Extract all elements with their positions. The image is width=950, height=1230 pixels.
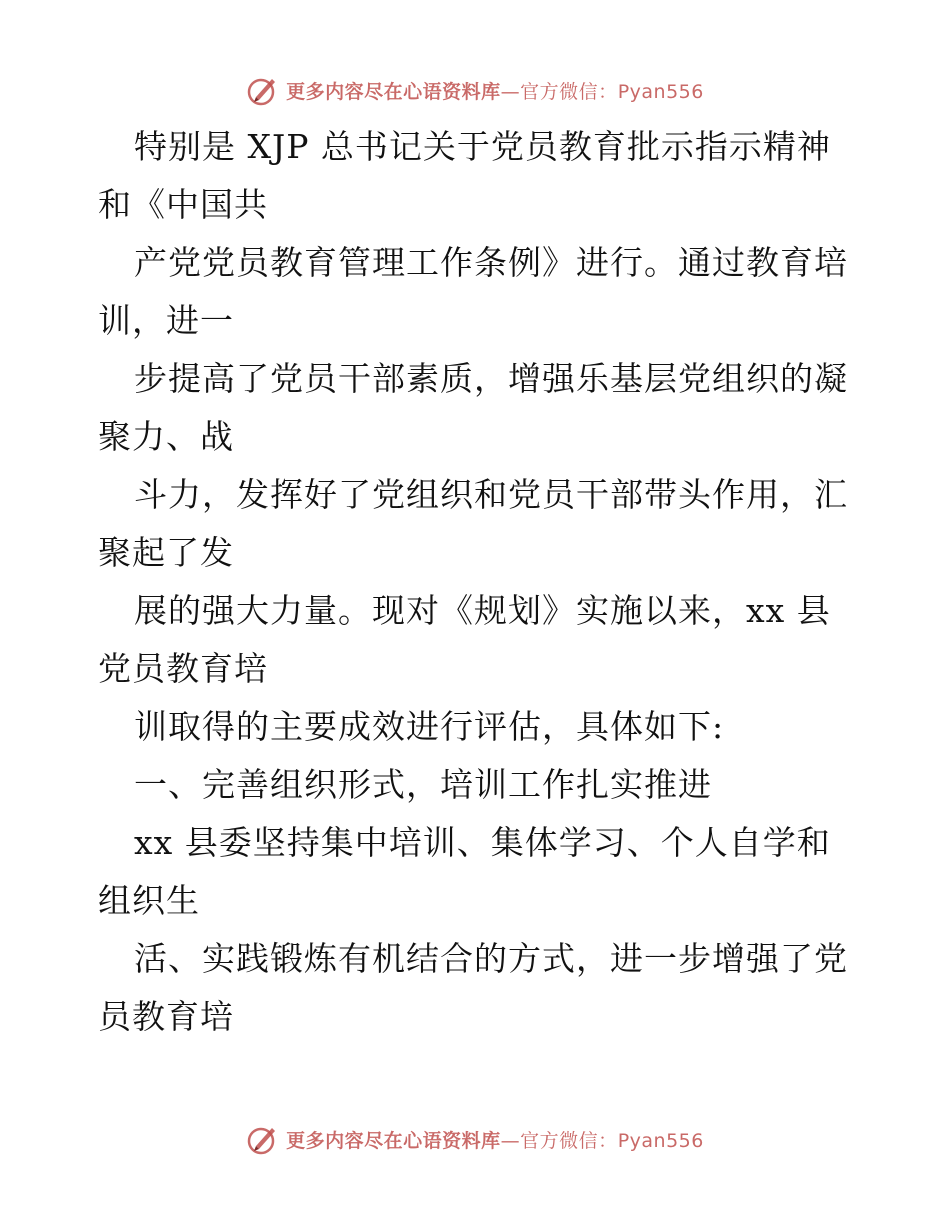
watermark-account: Pyan556 <box>617 1129 704 1152</box>
watermark-separator: — <box>500 80 521 103</box>
document-body <box>98 118 858 1046</box>
text-line: 和《中国共 <box>98 185 268 224</box>
watermark-brand: 更多内容尽在心语资料库 <box>286 1129 501 1152</box>
watermark-account: Pyan556 <box>617 80 704 103</box>
text-line: 聚力、战 <box>98 417 234 456</box>
watermark-brand: 更多内容尽在心语资料库 <box>286 80 501 103</box>
quill-pen-logo-icon <box>246 73 280 107</box>
text-line: 步提高了党员干部素质，增强乐基层党组织的凝 <box>134 359 848 398</box>
text-line: 党员教育培 <box>98 649 268 688</box>
text-line: 斗力，发挥好了党组织和党员干部带头作用，汇 <box>134 475 848 514</box>
header-watermark <box>0 70 950 110</box>
text-line: 产党党员教育管理工作条例》进行。通过教育培 <box>134 243 848 282</box>
text-line: 训取得的主要成效进行评估，具体如下: <box>134 707 725 746</box>
watermark-text <box>286 1126 704 1153</box>
text-line: 训，进一 <box>98 301 234 340</box>
watermark-official: 官方微信： <box>520 1129 618 1152</box>
section-heading: 一、完善组织形式，培训工作扎实推进 <box>134 765 712 804</box>
footer-watermark <box>0 1119 950 1159</box>
quill-pen-logo-icon <box>246 1122 280 1156</box>
text-line: 聚起了发 <box>98 533 234 572</box>
text-line: 员教育培 <box>98 997 234 1036</box>
watermark-text <box>286 77 704 104</box>
watermark-separator: — <box>500 1129 521 1152</box>
text-line: 组织生 <box>98 881 200 920</box>
text-line: xx 县委坚持集中培训、集体学习、个人自学和 <box>134 823 831 862</box>
text-line: 特别是 XJP 总书记关于党员教育批示指示精神 <box>134 127 831 166</box>
text-line: 活、实践锻炼有机结合的方式，进一步增强了党 <box>134 939 848 978</box>
text-line: 展的强大力量。现对《规划》实施以来，xx 县 <box>134 591 831 630</box>
watermark-official: 官方微信： <box>520 80 618 103</box>
